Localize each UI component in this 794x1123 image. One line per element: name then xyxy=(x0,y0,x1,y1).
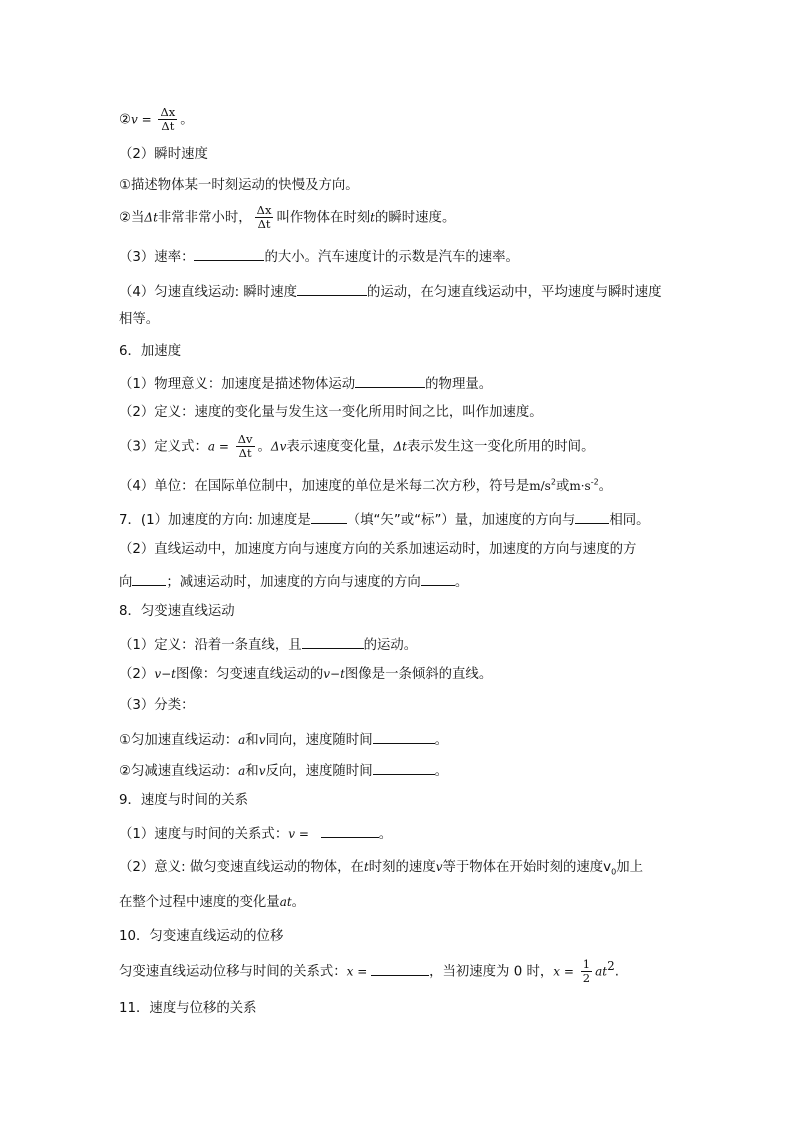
section-heading-velocity-time: 9．速度与时间的关系 xyxy=(119,793,249,808)
text-span: 匀变速直线运动位移与时间的关系式： xyxy=(119,964,347,980)
subheading-instant-velocity: （2）瞬时速度 xyxy=(119,147,208,162)
denominator: Δt xyxy=(158,119,177,133)
exponent: 2 xyxy=(550,477,556,487)
text-span: （2）意义: 做匀变速直线运动的物体，在 xyxy=(119,860,364,875)
text-span: 和 xyxy=(245,764,259,779)
text-span: ；减速运动时，加速度的方向与速度的方向 xyxy=(166,575,421,590)
var-v: v xyxy=(258,733,266,747)
direction-continued-line xyxy=(119,571,468,592)
text-span: 。 xyxy=(434,764,448,779)
text-span: （填“矢”或“标”）量，加速度的方向与 xyxy=(346,513,576,528)
text-span: 叫作物体在时刻 xyxy=(276,210,371,226)
numerator: Δx xyxy=(256,203,272,217)
fill-blank[interactable] xyxy=(194,246,264,261)
text-span: 非常非常小时， xyxy=(157,210,252,226)
var-t: t xyxy=(363,860,369,874)
unit-text: m/s xyxy=(529,479,551,493)
uniform-decelerated-line xyxy=(119,760,448,781)
text-span: 。 xyxy=(598,479,613,494)
fraction-dv-dt xyxy=(236,433,255,460)
var-at: at xyxy=(279,895,292,909)
text-span: ①匀加速直线运动： xyxy=(119,733,239,748)
var-a: a xyxy=(238,733,246,747)
var-at: at xyxy=(595,964,608,979)
var-t: t xyxy=(370,210,375,225)
text-span: 相同。 xyxy=(609,513,650,528)
section-heading-uniform-acceleration: 8．匀变速直线运动 xyxy=(119,604,235,619)
text-span: 。 xyxy=(257,439,271,455)
text-span: 反向，速度随时间 xyxy=(265,764,373,779)
var-a: a xyxy=(207,439,216,454)
acceleration-formula-line xyxy=(119,433,594,460)
uniform-acceleration-definition-line xyxy=(119,634,417,655)
var-v: v xyxy=(288,827,295,841)
fill-blank[interactable] xyxy=(297,281,367,296)
fill-blank[interactable] xyxy=(132,571,166,586)
instant-velocity-definition xyxy=(119,204,455,231)
uniform-motion-line xyxy=(119,281,662,302)
acceleration-direction-line xyxy=(119,509,650,530)
text-span: 和 xyxy=(245,733,259,748)
fill-blank[interactable] xyxy=(421,571,455,586)
var-v: v xyxy=(131,112,138,127)
acceleration-unit-line xyxy=(119,477,612,496)
text-span: 的大小。汽车速度计的示数是汽车的速率。 xyxy=(264,250,519,265)
text-span: 的运动。 xyxy=(363,638,418,653)
period: 。 xyxy=(180,112,194,128)
text-span: 的物理量。 xyxy=(425,377,493,392)
text-line: （2）直线运动中，加速度方向与速度方向的关系加速运动时，加速度的方向与速度的方 xyxy=(119,542,637,557)
text-span: （4）匀速直线运动: 瞬时速度 xyxy=(119,285,297,300)
var-dt: Δt xyxy=(144,210,158,225)
text-line: （3）分类： xyxy=(119,698,195,713)
text-span: 。 xyxy=(454,575,469,590)
text-span: 表示发生这一变化所用的时间。 xyxy=(407,439,595,455)
text-span: 图像是一条倾斜的直线。 xyxy=(344,667,493,682)
numerator: Δx xyxy=(160,105,176,119)
section-heading-acceleration: 6．加速度 xyxy=(119,344,182,359)
text-span: （2） xyxy=(119,667,155,682)
speed-line xyxy=(119,246,519,267)
text-span: 的瞬时速度。 xyxy=(375,210,456,226)
equals-sign: = xyxy=(353,964,372,979)
text-span: 加上 xyxy=(616,860,643,875)
text-span: ②当 xyxy=(119,210,145,226)
displacement-formula-line xyxy=(119,958,619,985)
var-vt: v−t xyxy=(323,667,345,681)
fraction-dx-dt xyxy=(255,204,274,231)
var-vt: v−t xyxy=(154,667,176,681)
denominator: 2 xyxy=(582,971,591,985)
text-line: 相等。 xyxy=(119,312,160,327)
text-span: 7．(1）加速度的方向: 加速度是 xyxy=(119,513,311,528)
text-span: （3）速率： xyxy=(119,250,195,265)
vt-graph-line xyxy=(119,665,492,684)
text-span: 图像：匀变速直线运动的 xyxy=(175,667,324,682)
fill-blank[interactable] xyxy=(311,509,347,524)
formula-average-velocity xyxy=(119,106,194,133)
fill-blank[interactable] xyxy=(371,961,429,976)
text-span: 等于物体在开始时刻的速度v xyxy=(442,860,612,875)
text-span: 。 xyxy=(291,895,306,910)
fill-blank[interactable] xyxy=(355,373,425,388)
equals-sign: = xyxy=(560,964,578,979)
text-span: . xyxy=(614,964,619,980)
var-a: a xyxy=(238,764,246,778)
text-span: 或 xyxy=(555,479,570,494)
var-dv: Δv xyxy=(270,439,287,454)
exponent: -2 xyxy=(590,477,599,487)
item-number: ② xyxy=(119,112,132,128)
text-span: （4）单位：在国际单位制中，加速度的单位是米每二次方秒，符号是 xyxy=(119,479,530,494)
text-span: （1）定义：沿着一条直线，且 xyxy=(119,638,302,653)
numerator: Δv xyxy=(237,432,253,446)
fill-blank[interactable] xyxy=(302,634,364,649)
text-span: 。 xyxy=(378,827,393,842)
text-span: ②匀减速直线运动： xyxy=(119,764,239,779)
section-heading-displacement: 10．匀变速直线运动的位移 xyxy=(119,929,284,944)
text-span: 向 xyxy=(119,575,133,590)
velocity-meaning-line xyxy=(119,858,643,877)
var-dt: Δt xyxy=(393,439,407,454)
text-span: 在整个过程中速度的变化量 xyxy=(119,895,280,910)
fill-blank[interactable] xyxy=(373,729,435,744)
text-span: （1）物理意义：加速度是描述物体运动 xyxy=(119,377,356,392)
text-span: （1）速度与时间的关系式： xyxy=(119,827,289,842)
text-span: ，当初速度为 0 时， xyxy=(429,964,554,980)
subscript: 0 xyxy=(611,867,617,877)
velocity-time-formula-line xyxy=(119,823,392,844)
text-span: 的运动，在匀速直线运动中，平均速度与瞬时速度 xyxy=(366,285,662,300)
text-span: 同向，速度随时间 xyxy=(265,733,373,748)
exponent: 2 xyxy=(607,959,615,974)
text-span: 表示速度变化量， xyxy=(286,439,394,455)
fill-blank[interactable] xyxy=(373,760,435,775)
var-v: v xyxy=(435,860,443,874)
var-v: v xyxy=(258,764,266,778)
text-line: ①描述物体某一时刻运动的快慢及方向。 xyxy=(119,178,359,193)
denominator: Δt xyxy=(255,217,274,231)
var-x: x xyxy=(346,964,354,979)
equals-sign: = xyxy=(295,827,313,841)
fraction-dx-dt xyxy=(158,106,177,133)
acceleration-meaning-line xyxy=(119,373,492,394)
equals-sign: = xyxy=(215,439,233,454)
text-span: （3）定义式： xyxy=(119,439,208,455)
fraction-one-half xyxy=(581,958,592,985)
velocity-change-line xyxy=(119,893,305,912)
denominator: Δt xyxy=(236,446,255,460)
section-heading-velocity-displacement: 11．速度与位移的关系 xyxy=(119,1001,257,1016)
fill-blank[interactable] xyxy=(321,823,379,838)
uniform-accelerated-line xyxy=(119,729,448,750)
unit-text: m·s xyxy=(569,479,591,493)
text-span: 时刻的速度 xyxy=(368,860,436,875)
text-line: （2）定义：速度的变化量与发生这一变化所用时间之比，叫作加速度。 xyxy=(119,405,543,420)
equals-sign: = xyxy=(137,112,156,127)
text-span: 。 xyxy=(434,733,448,748)
fill-blank[interactable] xyxy=(575,509,609,524)
var-x: x xyxy=(553,964,561,979)
numerator: 1 xyxy=(582,957,591,971)
